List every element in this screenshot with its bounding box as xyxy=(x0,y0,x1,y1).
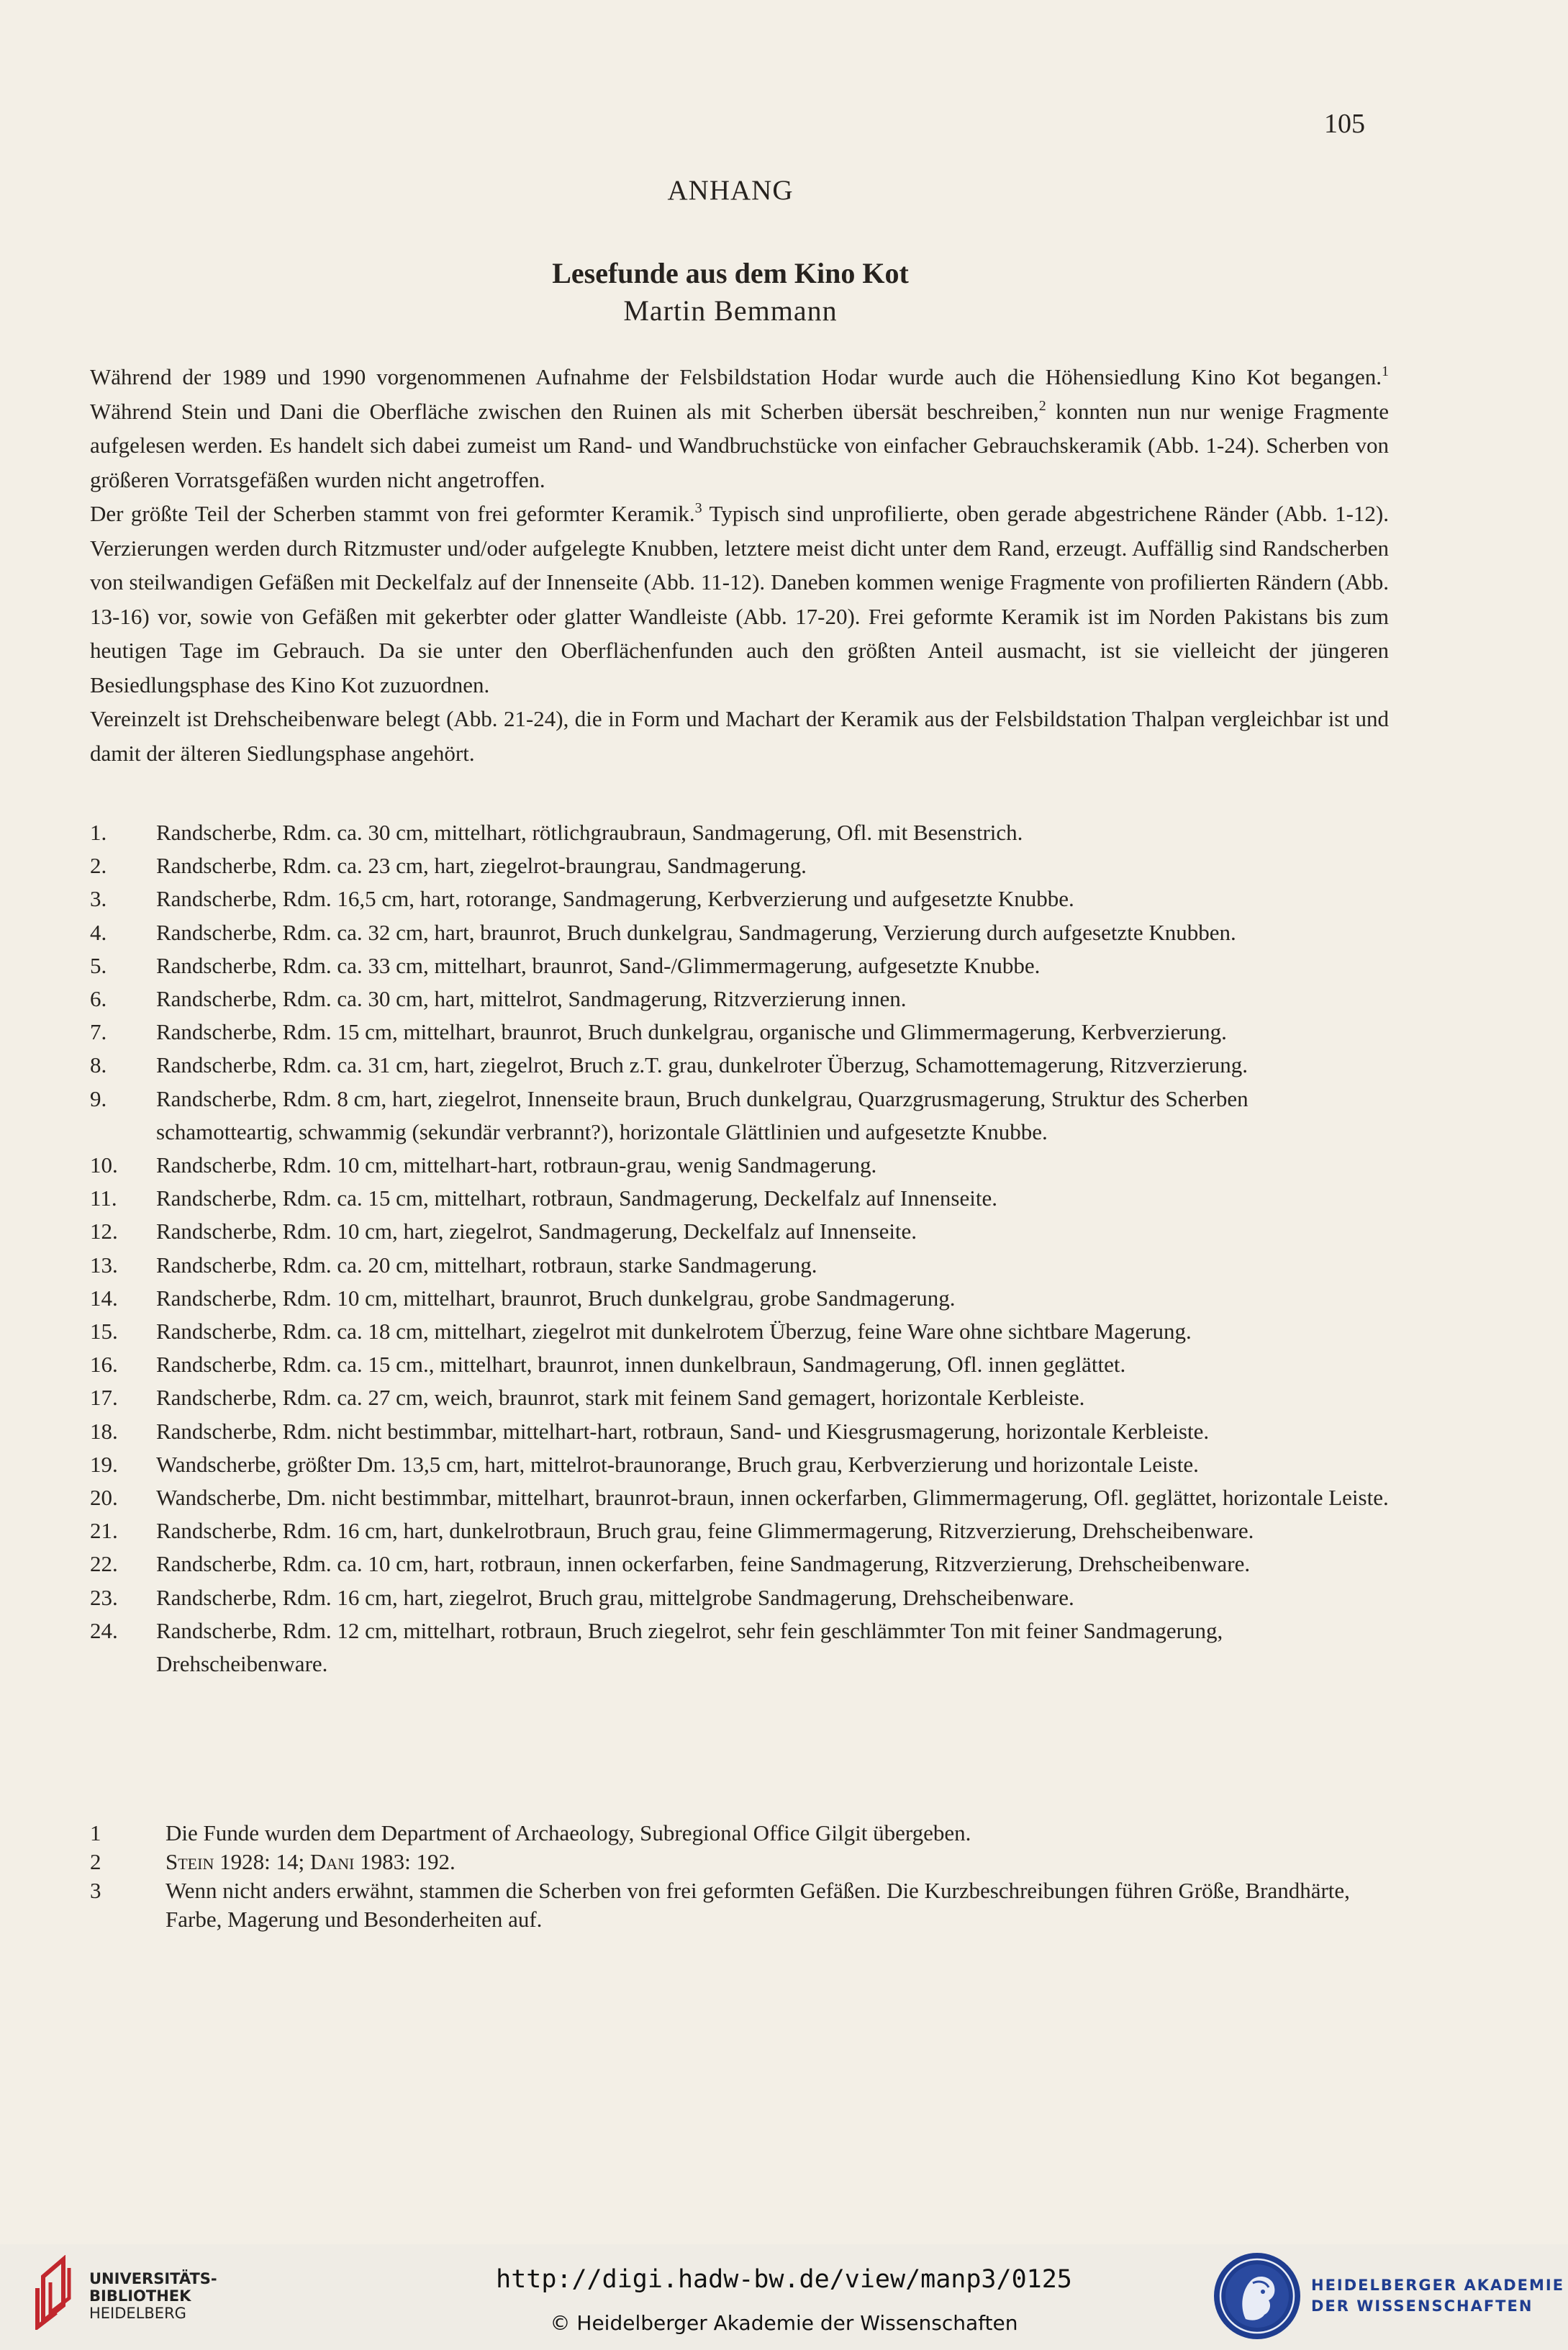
find-item-description: Randscherbe, Rdm. ca. 15 cm, mittelhart, rotbraun, Sandmagerung, Deckelfalz auf Innenseite. xyxy=(156,1185,997,1211)
find-item-number: 20. xyxy=(90,1485,118,1511)
find-item-description: Randscherbe, Rdm. ca. 27 cm, weich, braunrot, stark mit feinem Sand gemagert, horizontale Kerbleiste. xyxy=(156,1385,1085,1411)
find-item xyxy=(90,916,1389,949)
article-title: Lesefunde aus dem Kino Kot xyxy=(552,257,909,289)
find-item-number: 6. xyxy=(90,986,107,1012)
find-item-number: 7. xyxy=(90,1019,107,1045)
find-item-description: Randscherbe, Rdm. 8 cm, hart, ziegelrot, Innenseite braun, Bruch dunkelgrau, Quarzgrusmagerung, Struktur des Scherben schamotteartig, schwammig (sekundär verbrannt?), horizontale Glättlinien und aufgesetzte Knubbe. xyxy=(156,1085,1248,1144)
find-item-number: 15. xyxy=(90,1319,118,1345)
find-item-description: Randscherbe, Rdm. 15 cm, mittelhart, braunrot, Bruch dunkelgrau, organische und Glimmermagerung, Kerbverzierung. xyxy=(156,1019,1227,1045)
copyright-notice: © Heidelberger Akademie der Wissenschaften xyxy=(550,2311,1018,2335)
find-item-description: Randscherbe, Rdm. 16,5 cm, hart, rotorange, Sandmagerung, Kerbverzierung und aufgesetzte Knubbe. xyxy=(156,886,1074,912)
footnote-ref-1: 1 xyxy=(1382,363,1389,379)
footnote-2: 2 Stein 1928: 14; Dani 1983: 192. xyxy=(90,1849,456,1874)
find-item-description: Randscherbe, Rdm. 16 cm, hart, ziegelrot, Bruch grau, mittelgrobe Sandmagerung, Drehscheibenware. xyxy=(156,1584,1074,1610)
find-item-description: Randscherbe, Rdm. ca. 15 cm., mittelhart, braunrot, innen dunkelbraun, Sandmagerung, Ofl. innen geglättet. xyxy=(156,1352,1126,1378)
find-item-description: Randscherbe, Rdm. ca. 23 cm, hart, ziegelrot-braungrau, Sandmagerung. xyxy=(156,853,807,879)
find-item xyxy=(90,982,1389,1016)
permalink-url[interactable]: http://digi.hadw-bw.de/view/manp3/0125 xyxy=(496,2265,1072,2294)
find-item-number: 17. xyxy=(90,1385,118,1411)
paragraph-1: Während der 1989 und 1990 vorgenommenen Aufnahme der Felsbildstation Hodar wurde auch die Höhensiedlung Kino Kot begangen.$^1$ Während Stein und Dani die Oberfläche zwischen den Ruinen als mit Scherben übersät beschreiben,$^2$ konnten nun nur wenige Fragmente aufgelesen werden. Es handelt sich dabei zumeist um Rand- und Wandbruchstücke von einfacher Gebrauchskeramik (Abb. 1-24). Scherben von größeren Vorratsgefäßen wurden nicht angetroffen. xyxy=(90,363,1389,492)
find-item-number: 18. xyxy=(90,1418,118,1444)
find-item-number: 13. xyxy=(90,1252,118,1278)
find-item-number: 16. xyxy=(90,1352,118,1378)
find-item-number: 1. xyxy=(90,820,107,845)
find-item-description: Randscherbe, Rdm. nicht bestimmbar, mittelhart-hart, rotbraun, Sand- und Kiesgrusmagerung, horizontale Kerbleiste. xyxy=(156,1418,1210,1444)
footnote-ref-2: 2 xyxy=(1038,397,1046,414)
find-list xyxy=(90,816,1389,1681)
viewer-footer xyxy=(0,2244,1568,2350)
find-item xyxy=(90,1149,1389,1182)
footnote-ref-3: 3 xyxy=(694,500,702,516)
find-item xyxy=(90,949,1389,982)
find-item xyxy=(90,1016,1389,1049)
article-author: Martin Bemmann xyxy=(623,294,838,327)
find-item-number: 8. xyxy=(90,1052,107,1078)
find-item xyxy=(90,1348,1389,1381)
find-item-number: 10. xyxy=(90,1152,118,1178)
academy-name[interactable]: HEIDELBERGER AKADEMIE DER WISSENSCHAFTEN xyxy=(1311,2277,1565,2315)
find-item xyxy=(90,1547,1389,1581)
find-item-description: Randscherbe, Rdm. 10 cm, mittelhart, braunrot, Bruch dunkelgrau, grobe Sandmagerung. xyxy=(156,1285,956,1311)
body-text xyxy=(90,360,1389,770)
find-item-description: Wandscherbe, Dm. nicht bestimmbar, mittelhart, braunrot-braun, innen ockerfarben, Glimmermagerung, Ofl. geglättet, horizontale Leiste. xyxy=(156,1485,1389,1511)
find-item xyxy=(90,1415,1389,1448)
find-item-number: 14. xyxy=(90,1285,118,1311)
find-item xyxy=(90,1315,1389,1348)
find-item xyxy=(90,1282,1389,1315)
find-item-number: 4. xyxy=(90,919,107,945)
find-item-description: Wandscherbe, größter Dm. 13,5 cm, hart, mittelrot-braunorange, Bruch grau, Kerbverzierung und horizontale Leiste. xyxy=(156,1451,1199,1477)
find-item xyxy=(90,816,1389,849)
find-item-number: 22. xyxy=(90,1551,118,1577)
find-item xyxy=(90,1182,1389,1215)
find-item-description: Randscherbe, Rdm. ca. 10 cm, hart, rotbraun, innen ockerfarben, feine Sandmagerung, Ritzverzierung, Drehscheibenware. xyxy=(156,1551,1251,1577)
find-item-number: 23. xyxy=(90,1584,118,1610)
find-item-number: 3. xyxy=(90,886,107,912)
footnote-3: 3 Wenn nicht anders erwähnt, stammen die Scherben von frei geformten Gefäßen. Die Kurzbeschreibungen führen Größe, Brandhärte, Farbe, Magerung und Besonderheiten auf. xyxy=(90,1878,1350,1932)
page-number: 105 xyxy=(1324,109,1365,139)
academy-seal-icon[interactable] xyxy=(1211,2250,1303,2342)
find-item xyxy=(90,1481,1389,1514)
find-item-description: Randscherbe, Rdm. 12 cm, mittelhart, rotbraun, Bruch ziegelrot, sehr fein geschlämmter Ton mit feiner Sandmagerung, Drehscheibenware. xyxy=(156,1617,1223,1677)
find-item-number: 9. xyxy=(90,1085,107,1111)
find-item-number: 21. xyxy=(90,1518,118,1544)
find-item xyxy=(90,1448,1389,1481)
find-item xyxy=(90,1249,1389,1282)
find-item-description: Randscherbe, Rdm. ca. 31 cm, hart, ziegelrot, Bruch z.T. grau, dunkelroter Überzug, Schamottemagerung, Ritzverzierung. xyxy=(156,1052,1248,1078)
paragraph-3: Vereinzelt ist Drehscheibenware belegt (Abb. 21-24), die in Form und Machart der Keramik aus der Felsbildstation Thalpan vergleichbar ist und damit der älteren Siedlungsphase angehört. xyxy=(90,706,1389,766)
find-item xyxy=(90,1049,1389,1082)
find-item-number: 11. xyxy=(90,1185,117,1211)
find-item-description: Randscherbe, Rdm. ca. 18 cm, mittelhart, ziegelrot mit dunkelrotem Überzug, feine Ware ohne sichtbare Magerung. xyxy=(156,1319,1192,1345)
find-item xyxy=(90,1215,1389,1248)
find-item-description: Randscherbe, Rdm. ca. 33 cm, mittelhart, braunrot, Sand-/Glimmermagerung, aufgesetzte Knubbe. xyxy=(156,952,1041,978)
find-item xyxy=(90,1614,1389,1681)
find-item xyxy=(90,1083,1389,1149)
section-heading: ANHANG xyxy=(667,175,794,206)
find-item-description: Randscherbe, Rdm. 16 cm, hart, dunkelrotbraun, Bruch grau, feine Glimmermagerung, Ritzverzierung, Drehscheibenware. xyxy=(156,1518,1254,1544)
find-item xyxy=(90,849,1389,882)
find-item xyxy=(90,1381,1389,1414)
find-item-number: 19. xyxy=(90,1451,118,1477)
find-item-number: 2. xyxy=(90,853,107,879)
find-item-description: Randscherbe, Rdm. ca. 20 cm, mittelhart, rotbraun, starke Sandmagerung. xyxy=(156,1252,817,1278)
find-item-number: 12. xyxy=(90,1219,118,1244)
university-library-name[interactable]: UNIVERSITÄTS- BIBLIOTHEK HEIDELBERG xyxy=(89,2270,217,2322)
find-item-number: 5. xyxy=(90,952,107,978)
find-item-description: Randscherbe, Rdm. 10 cm, mittelhart-hart, rotbraun-grau, wenig Sandmagerung. xyxy=(156,1152,877,1178)
find-item-number: 24. xyxy=(90,1617,118,1643)
find-item xyxy=(90,1581,1389,1614)
find-item-description: Randscherbe, Rdm. ca. 30 cm, mittelhart, rötlichgraubraun, Sandmagerung, Ofl. mit Besenstrich. xyxy=(156,820,1023,845)
find-item-description: Randscherbe, Rdm. 10 cm, hart, ziegelrot, Sandmagerung, Deckelfalz auf Innenseite. xyxy=(156,1219,917,1244)
find-item-description: Randscherbe, Rdm. ca. 32 cm, hart, braunrot, Bruch dunkelgrau, Sandmagerung, Verzierung durch aufgesetzte Knubben. xyxy=(156,919,1236,945)
find-item-description: Randscherbe, Rdm. ca. 30 cm, hart, mittelrot, Sandmagerung, Ritzverzierung innen. xyxy=(156,986,907,1012)
find-item xyxy=(90,882,1389,916)
find-item xyxy=(90,1514,1389,1547)
footnote-1: 1 Die Funde wurden dem Department of Archaeology, Subregional Office Gilgit übergeben. xyxy=(90,1820,971,1845)
footnotes xyxy=(90,1819,1389,1934)
paragraph-2: Der größte Teil der Scherben stammt von frei geformter Keramik.$^3$ Typisch sind unprofilierte, oben gerade abgestrichene Ränder (Abb. 1-12). Verzierungen werden durch Ritzmuster und/oder aufgelegte Knubben, letztere meist dicht unter dem Rand, erzeugt. Auffällig sind Randscherben von steilwandigen Gefäßen mit Deckelfalz auf der Innenseite (Abb. 11-12). Daneben kommen wenige Fragmente von profilierten Rändern (Abb. 13-16) vor, sowie von Gefäßen mit gekerbter oder glatter Wandleiste (Abb. 17-20). Frei geformte Keramik ist im Norden Pakistans bis zum heutigen Tage im Gebrauch. Da sie unter den Oberflächenfunden auch den größten Anteil ausmacht, ist sie vielleicht der jüngeren Besiedlungsphase des Kino Kot zuzuordnen. xyxy=(90,500,1389,697)
